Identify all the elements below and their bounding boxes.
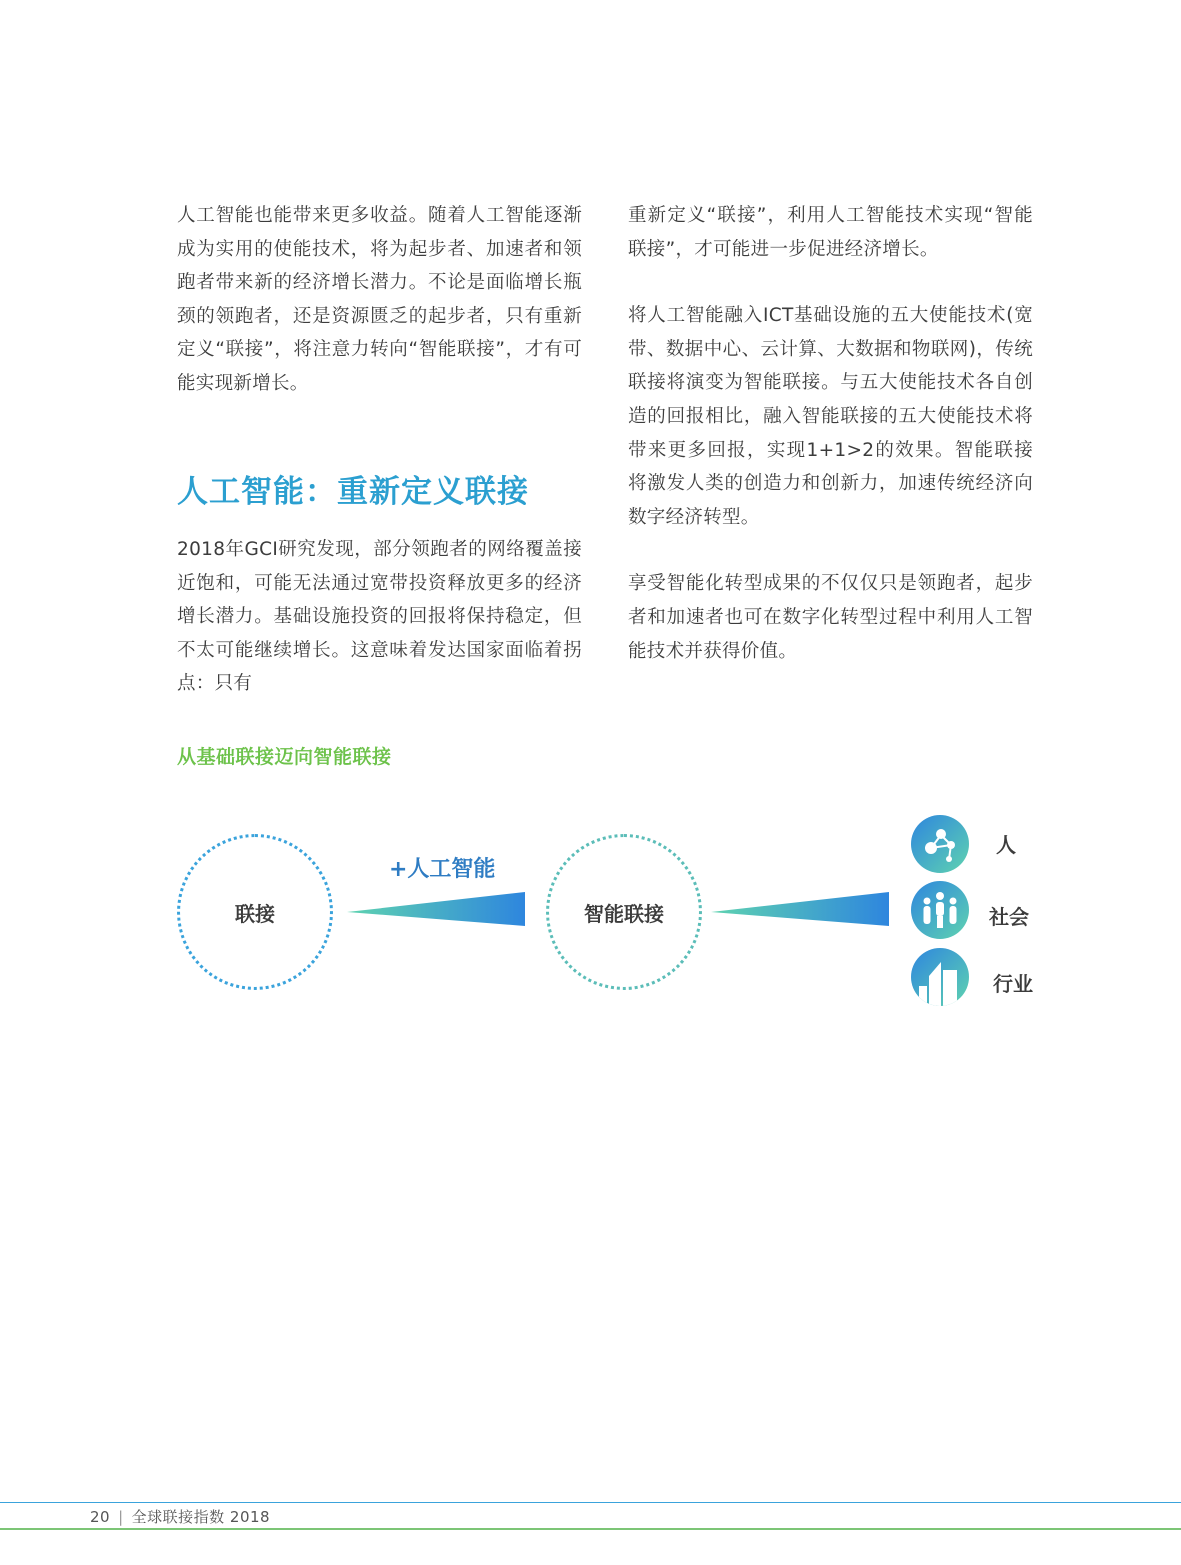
smart-connection-circle [546,834,702,990]
section-heading: 人工智能：重新定义联接 [177,474,529,510]
plus-ai-label: +人工智能 [389,857,496,882]
connection-circle [177,834,333,990]
smart-connection-label: 智能联接 [584,901,664,926]
footer-title: 全球联接指数 2018 [131,1508,271,1526]
output-label-people: 人 [996,833,1016,857]
left-column-top [177,199,582,401]
page-number: 20 [90,1508,111,1526]
left-paragraph-2: 2018年GCI研究发现，部分领跑者的网络覆盖接近饱和，可能无法通过宽带投资释放更多的经济增长潜力。基础设施投资的回报将保持稳定，但不太可能继续增长。这意味着发达国家面临着拐点：只有 [177,539,582,695]
right-column [628,199,1033,668]
arrow-wedge-1 [347,892,527,928]
right-paragraph-1: 重新定义“联接”，利用人工智能技术实现“智能联接”，才可能进一步促进经济增长。 [628,205,1033,260]
industry-icon [911,948,969,1006]
footer-bottom-rule [0,1528,1181,1530]
diagram-title: 从基础联接迈向智能联接 [177,746,392,768]
right-paragraph-2: 将人工智能融入ICT基础设施的五大使能技术(宽带、数据中心、云计算、大数据和物联网)，传统联接将演变为智能联接。与五大使能技术各自创造的回报相比，融入智能联接的五大使能技术将带来更多回报，实现1+1>2的效果。智能联接将激发人类的创造力和创新力，加速传统经济向数字经济转型。 [628,305,1033,528]
left-column-bottom [177,533,582,701]
footer [90,1506,270,1527]
dotted-divider [177,781,1034,791]
output-label-industry: 行业 [993,972,1033,996]
people-network-icon [911,815,969,873]
society-icon [911,881,969,939]
arrow-wedge-2 [711,892,891,928]
footer-separator: | [118,1508,124,1526]
right-paragraph-3: 享受智能化转型成果的不仅仅只是领跑者，起步者和加速者也可在数字化转型过程中利用人工智能技术并获得价值。 [628,573,1033,662]
output-label-society: 社会 [989,905,1029,929]
left-paragraph-1: 人工智能也能带来更多收益。随着人工智能逐渐成为实用的使能技术，将为起步者、加速者和领跑者带来新的经济增长潜力。不论是面临增长瓶颈的领跑者，还是资源匮乏的起步者，只有重新定义“联接”，将注意力转向“智能联接”，才有可能实现新增长。 [177,205,582,394]
connection-label: 联接 [235,901,275,926]
footer-top-rule [0,1502,1181,1503]
